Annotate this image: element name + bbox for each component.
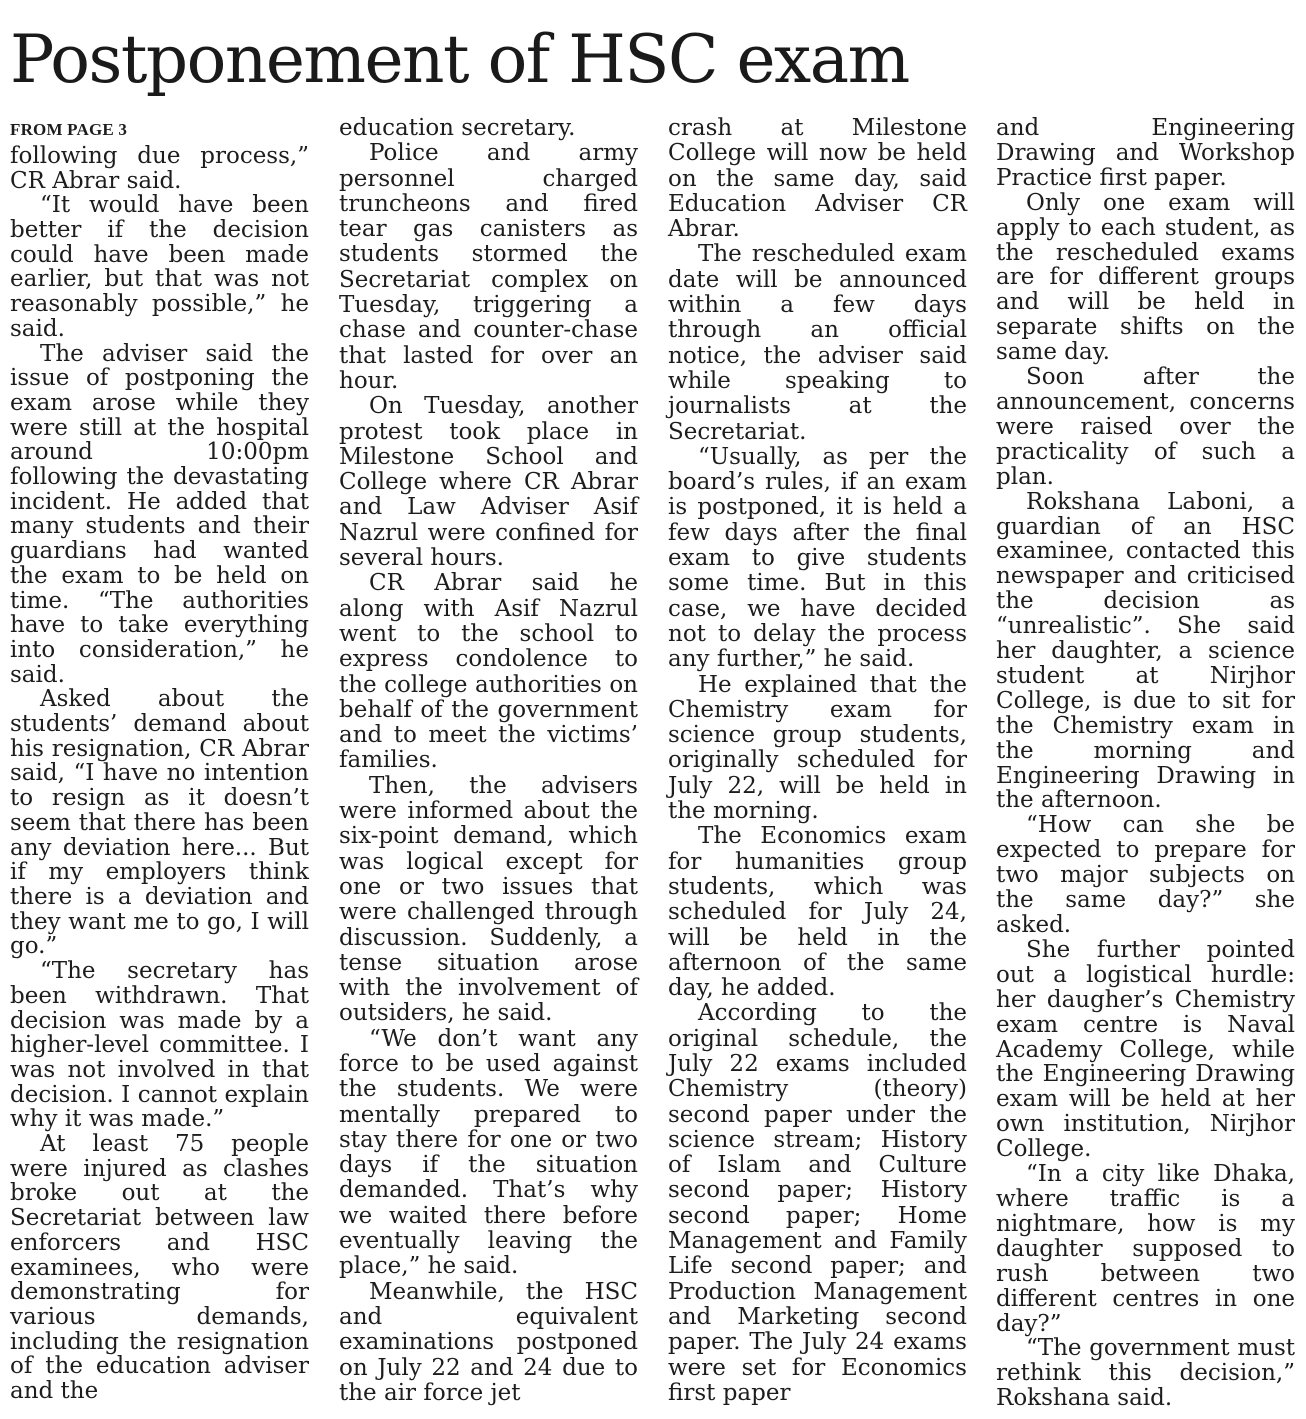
paragraph: crash at Milestone College will now be held on the same day, said Education Adviser CR Abrar. bbox=[668, 115, 967, 243]
column-1 bbox=[10, 116, 309, 1404]
paragraph: “It would have been better if the decision could have been made earlier, but that was not reasonably possible,” he said. bbox=[10, 192, 309, 342]
paragraph: Soon after the announcement, concerns were raised over the practicality of such a plan. bbox=[996, 364, 1295, 490]
paragraph: “The government must rethink this decision,” Rokshana said. bbox=[996, 1335, 1295, 1412]
paragraph: education secretary. bbox=[339, 115, 576, 141]
paragraph: following due process,” CR Abrar said. bbox=[10, 142, 309, 194]
paragraph: According to the original schedule, the July 22 exams included Chemistry (theory) second paper under the science stream; History of Islam and Culture second paper; History second paper; Home Management and Family Life second paper; and Production Management and Marketing second paper. The July 24 exams were set for Economics first paper bbox=[668, 1000, 967, 1406]
paragraph: Only one exam will apply to each student, as the rescheduled exams are for different groups and will be held in separate shifts on the same day. bbox=[996, 189, 1295, 366]
paragraph: “We don’t want any force to be used against the students. We were mentally prepared to stay there for one or two days if the situation demanded. That’s why we waited there before eventually leaving the place,” he said. bbox=[339, 1025, 638, 1280]
paragraph: “Usually, as per the board’s rules, if an exam is postponed, it is held a few days after the final exam to give students some time. But in this case, we have decided not to delay the process any further,” he said. bbox=[668, 443, 967, 673]
paragraph: The Economics exam for humanities group students, which was scheduled for July 24, will be held in the afternoon of the same day, he added. bbox=[668, 823, 967, 1002]
column-3 bbox=[668, 116, 967, 1406]
paragraph: The rescheduled exam date will be announced within a few days through an official notice, the adviser said while speaking to journalists at the Secretariat. bbox=[668, 241, 967, 445]
paragraph: “The secretary has been withdrawn. That decision was made by a higher-level committee. I was not involved in that decision. I cannot explain why it was made.” bbox=[10, 958, 309, 1133]
paragraph: At least 75 people were injured as clashes broke out at the Secretariat between law enforcers and HSC examinees, who were demonstrating for various demands, including the resignation of the education adviser and the bbox=[10, 1131, 309, 1405]
paragraph: The adviser said the issue of postponing the exam arose while they were still at the hospital around 10:00pm following the devastating incident. He added that many students and their guardians had wanted the exam to be held on time. “The authorities have to take everything into consideration,” he said. bbox=[10, 340, 309, 688]
paragraph: He explained that the Chemistry exam for science group students, originally scheduled for July 22, will be held in the morning. bbox=[668, 671, 967, 825]
paragraph: She further pointed out a logistical hurdle: her daugher’s Chemistry exam centre is Naval Academy College, while the Engineering Drawing exam will be held at her own institution, Nirjhor College. bbox=[996, 936, 1295, 1163]
paragraph: “In a city like Dhaka, where traffic is a nightmare, how is my daughter supposed to rush between two different centres in one day?” bbox=[996, 1161, 1295, 1337]
column-2 bbox=[339, 116, 638, 1406]
paragraph: Police and army personnel charged truncheons and fired tear gas canisters as students stormed the Secretariat complex on Tuesday, triggering a chase and counter-chase that lasted for over an hour. bbox=[339, 140, 638, 394]
paragraph: On Tuesday, another protest took place in Milestone School and College where CR Abrar and Law Adviser Asif Nazrul were confined for several hours. bbox=[339, 393, 638, 572]
paragraph: Then, the advisers were informed about the six-point demand, which was logical except for one or two issues that were challenged through discussion. Suddenly, a tense situation arose with the involvement of outsiders, he said. bbox=[339, 772, 638, 1027]
paragraph: Meanwhile, the HSC and equivalent examinations postponed on July 22 and 24 due to the air force jet bbox=[339, 1278, 638, 1406]
column-4 bbox=[996, 116, 1295, 1411]
paragraph: CR Abrar said he along with Asif Nazrul went to the school to express condolence to the college authorities on behalf of the government and to meet the victims’ families. bbox=[339, 570, 638, 774]
paragraph: “How can she be expected to prepare for two major subjects on the same day?” she asked. bbox=[996, 812, 1295, 938]
headline: Postponement of HSC exam bbox=[10, 21, 909, 98]
paragraph: Asked about the students’ demand about his resignation, CR Abrar said, “I have no intention to resign as it doesn’t seem that there has been any deviation here... But if my employers think there is a deviation and they want me to go, I will go.” bbox=[10, 686, 309, 960]
paragraph: and Engineering Drawing and Workshop Practice first paper. bbox=[996, 115, 1295, 191]
continued-from-label: FROM PAGE 3 bbox=[10, 120, 128, 139]
paragraph: Rokshana Laboni, a guardian of an HSC examinee, contacted this newspaper and criticised the decision as “unrealistic”. She said her daughter, a science student at Nirjhor College, is due to sit for the Chemistry exam in the morning and Engineering Drawing in the afternoon. bbox=[996, 488, 1295, 814]
